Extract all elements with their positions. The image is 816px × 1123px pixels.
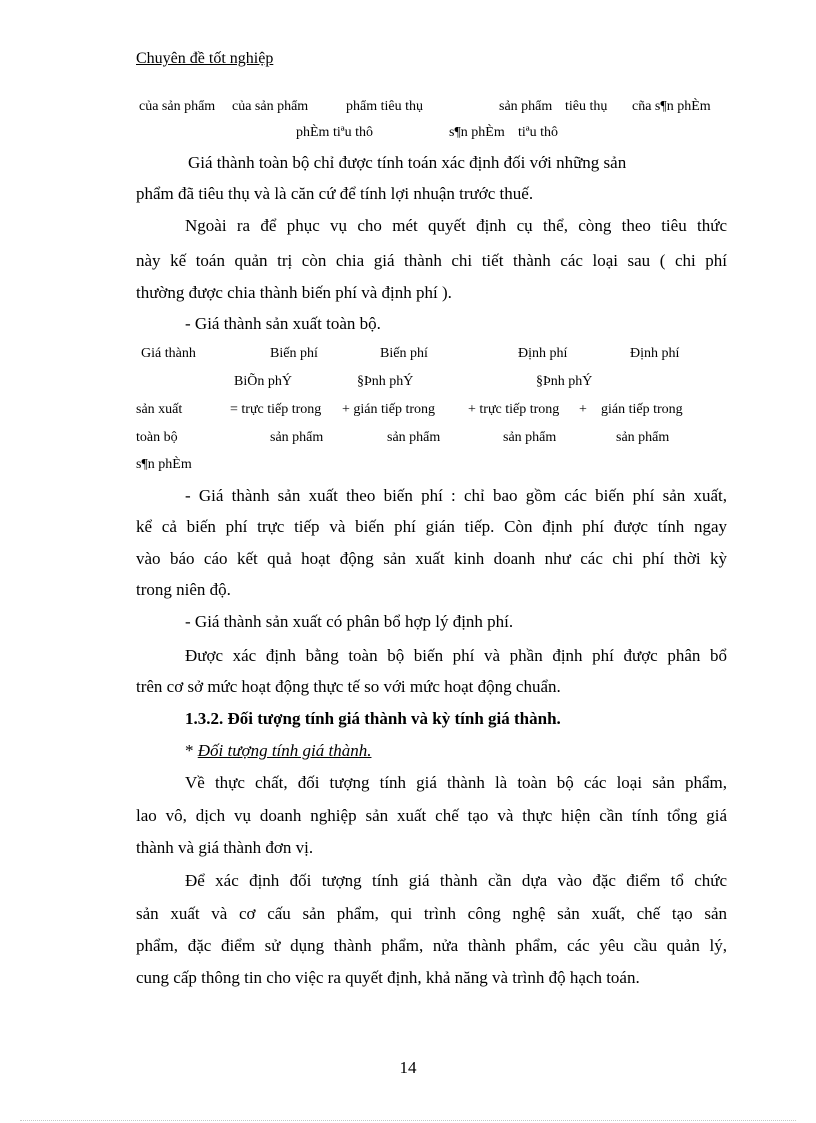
formula-text: Biến phí (380, 346, 428, 361)
formula-text: BiÕn phÝ (234, 374, 292, 389)
formula-text: + (579, 402, 587, 417)
formula-text: tiªu thô (518, 125, 559, 140)
bullet-line: - Giá thành sản xuất theo biến phí : chỉ bao gồm các biến phí sản xuất, (185, 486, 727, 505)
paragraph-line: trong niên độ. (136, 580, 231, 599)
paragraph-line: Để xác định đối tượng tính giá thành cần dựa vào đặc điểm tổ chức (185, 871, 727, 890)
formula-text: tiêu thụ (565, 99, 608, 114)
bullet-line: - Giá thành sản xuất toàn bộ. (185, 314, 381, 333)
paragraph-line: phẩm đã tiêu thụ và là căn cứ để tính lợi nhuận trước thuế. (136, 184, 534, 203)
paragraph-line: Được xác định bằng toàn bộ biến phí và phần định phí được phân bổ (185, 646, 727, 665)
paragraph-line: Giá thành toàn bộ chỉ được tính toán xác định đối với những sản (188, 153, 627, 172)
page-bottom-border (20, 1120, 796, 1121)
paragraph-line: Về thực chất, đối tượng tính giá thành là toàn bộ các loại sản phẩm, (185, 773, 727, 792)
paragraph-line: Ngoài ra để phục vụ cho mét quyết định cụ thể, còng theo tiêu thức (185, 216, 727, 235)
paragraph-line: cung cấp thông tin cho việc ra quyết định, khả năng và trình độ hạch toán. (136, 968, 640, 987)
formula-text: gián tiếp trong (601, 402, 683, 417)
document-header: Chuyên đề tốt nghiệp (136, 50, 274, 67)
section-heading: 1.3.2. Đối tượng tính giá thành và kỳ tính giá thành. (185, 709, 561, 728)
formula-text: Định phí (518, 346, 568, 361)
sub-heading-text: Đối tượng tính giá thành. (197, 741, 372, 760)
formula-text: Biến phí (270, 346, 318, 361)
paragraph-line: vào báo cáo kết quả hoạt động sản xuất kinh doanh như các chi phí thời kỳ (136, 549, 727, 568)
paragraph-line: kể cả biến phí trực tiếp và biến phí gián tiếp. Còn định phí được tính ngay (136, 517, 727, 536)
formula-text: s¶n phÈm (136, 457, 192, 472)
formula-text: sản phẩm (387, 430, 441, 445)
formula-text: của sản phẩm (232, 99, 309, 114)
paragraph-line: thành và giá thành đơn vị. (136, 838, 314, 857)
formula-text: Giá thành (141, 346, 196, 361)
paragraph-line: thường được chia thành biến phí và định phí ). (136, 283, 452, 302)
paragraph-line: trên cơ sở mức hoạt động thực tế so với mức hoạt động chuẩn. (136, 677, 561, 696)
formula-text: sản phẩm (616, 430, 670, 445)
page-number: 14 (399, 1058, 417, 1077)
formula-text: phÈm tiªu thô (296, 125, 373, 140)
formula-text: sản xuất (136, 402, 183, 417)
bullet-line: - Giá thành sản xuất có phân bổ hợp lý định phí. (185, 612, 514, 631)
paragraph-line: phẩm, đặc điểm sử dụng thành phẩm, nửa thành phẩm, các yêu cầu quản lý, (136, 936, 727, 955)
formula-text: sản phẩm (270, 430, 324, 445)
formula-text: §Þnh phÝ (536, 374, 593, 389)
formula-text: phẩm tiêu thụ (346, 99, 423, 114)
sub-heading (185, 741, 371, 761)
formula-text: của sản phẩm (139, 99, 216, 114)
formula-text: Định phí (630, 346, 680, 361)
formula-text: s¶n phÈm (449, 125, 505, 140)
paragraph-line: sản xuất và cơ cấu sản phẩm, qui trình công nghệ sản xuất, chế tạo sản (136, 904, 727, 923)
formula-text: = trực tiếp trong (230, 402, 322, 417)
formula-text: + gián tiếp trong (342, 402, 436, 417)
formula-text: toàn bộ (136, 430, 178, 445)
formula-text: sản phẩm (503, 430, 557, 445)
sub-heading-prefix: * (185, 741, 198, 760)
formula-text: sản phẩm (499, 99, 553, 114)
paragraph-line: này kế toán quản trị còn chia giá thành chi tiết thành các loại sau ( chi phí (136, 251, 727, 270)
formula-text: cña s¶n phÈm (632, 99, 711, 114)
formula-text: §Þnh phÝ (357, 374, 414, 389)
paragraph-line: lao vô, dịch vụ doanh nghiệp sản xuất chế tạo và thực hiện cần tính tổng giá (136, 806, 727, 825)
formula-text: + trực tiếp trong (468, 402, 560, 417)
